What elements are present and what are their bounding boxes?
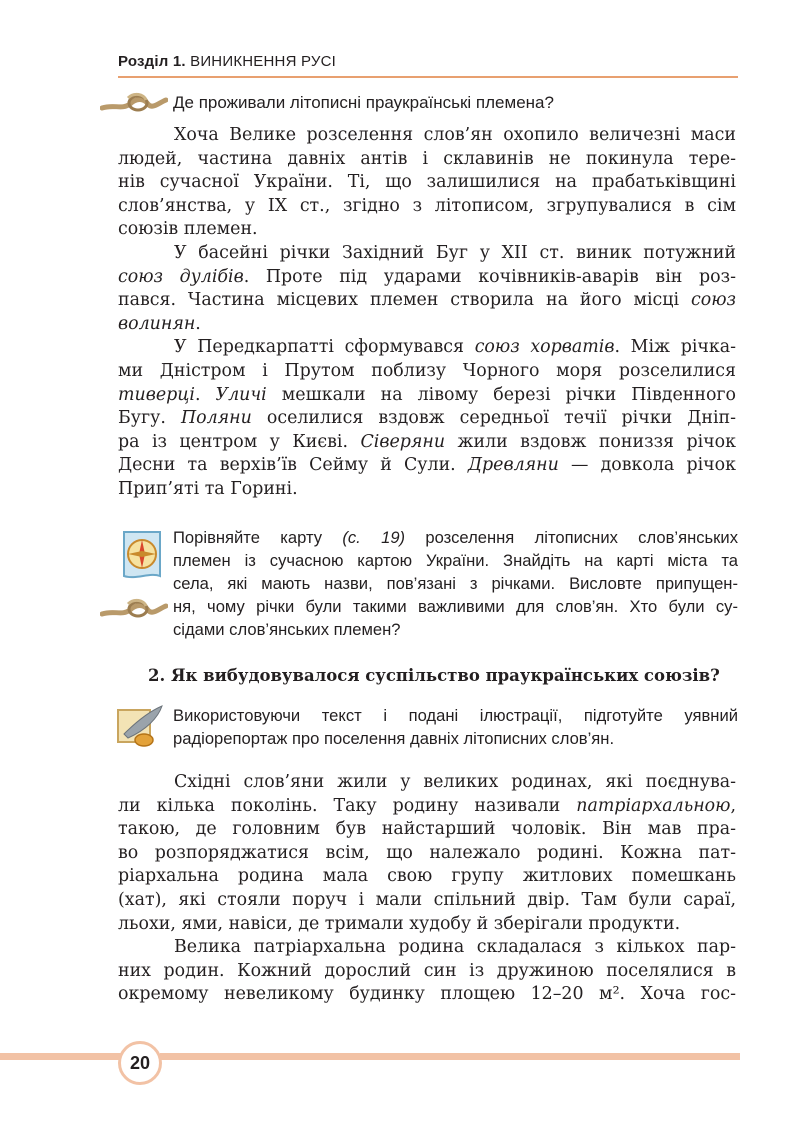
text-line: ли кілька поколінь. Таку родину називали патріархальною, [118, 795, 736, 816]
text-line: У Передкарпатті сформувався союз хорватів. Між річка- [174, 337, 737, 358]
text-line: Хоча Велике розселення слов’ян охопило величезні маси [174, 125, 736, 145]
paragraph [146, 771, 736, 795]
text-line: во розпоряджатися всім, що належало родині. Кожна пат- [118, 842, 736, 863]
text-line: села, які мають назви, пов’язані з річками. Висловте припущен- [173, 574, 738, 593]
text-block-1 [118, 124, 737, 502]
text-line: Використовуючи текст і подані ілюстрації, підготуйте уявний [173, 706, 738, 725]
text-line: ра із центром у Києві. Сіверяни жили вздовж пониззя річок [118, 431, 736, 452]
text-line: союзів племен. [118, 219, 258, 240]
paragraph [118, 266, 736, 337]
paragraph [146, 124, 736, 148]
text-block-2 [118, 771, 736, 1007]
text-line: союз дулібів. Проте під ударами кочівників-аварів він роз- [118, 266, 736, 287]
text-line: племен із сучасною картою України. Знайдіть на карті міста та [173, 551, 738, 570]
question-text: Де проживали літописні праукраїнські племена? [173, 93, 554, 112]
text-line: Велика патріархальна родина складалася з кількох пар- [174, 937, 736, 958]
question-row [100, 90, 740, 118]
paragraph [146, 242, 736, 266]
footer-bar [0, 1053, 122, 1060]
text-line: нів сучасної України. Ті, що залишилися на прабатьківщині [118, 172, 736, 193]
text-line: ріархальна родина мала свою групу житлових помешкань [118, 866, 736, 887]
section-title: ВИНИКНЕННЯ РУСІ [190, 53, 336, 70]
compass-map-icon [118, 528, 166, 582]
section-heading: 2. Як вибудовувалося суспільство праукраїнських союзів? [148, 666, 720, 685]
text-line: Бугу. Поляни оселилися вздовж середньої течії річки Дніп- [118, 408, 736, 429]
text-line: Східні слов’яни жили у великих родинах, які поєднува- [174, 772, 736, 792]
text-line: Десни та верхів’їв Сейму й Сули. Древляни — довкола річок [118, 455, 736, 476]
text-line: Порівняйте карту (с. 19) розселення літописних слов’янських [173, 528, 739, 547]
paragraph [118, 795, 736, 937]
quill-scroll-icon [114, 704, 166, 748]
text-line: ми Дністром і Прутом поблизу Чорного моря розселилися [118, 360, 736, 381]
paragraph [118, 148, 736, 242]
task-compare-map [100, 526, 740, 646]
text-line: льохи, ями, навіси, де тримали худобу й зберігали продукти. [118, 913, 681, 934]
rope-knot-icon [100, 90, 168, 118]
task-text [173, 704, 738, 750]
task-text [173, 526, 738, 641]
header-divider [118, 76, 738, 78]
paragraph [118, 360, 736, 502]
chapter-header [118, 53, 738, 70]
text-line: них родин. Кожний дорослий син із дружиною поселялися в [118, 960, 736, 981]
text-line: (хат), які стояли поруч і мали спільний двір. Там були сараї, [118, 889, 736, 910]
text-line: людей, частина давніх антів і склавинів не покинула тере- [118, 148, 736, 169]
text-line: такою, де головним був найстарший чоловік. Він мав пра- [118, 819, 736, 840]
section-label: Розділ 1. [118, 53, 186, 70]
page-number: 20 [118, 1041, 162, 1085]
text-line: У басейні річки Західний Буг у XII ст. виник потужний [174, 242, 736, 263]
text-line: ня, чому річки були такими важливими для слов’ян. Хто були су- [173, 597, 738, 616]
paragraph [118, 960, 736, 1007]
rope-knot-icon [100, 596, 168, 624]
text-line: слов’янства, у IX ст., згідно з літописом, згрупувалися в сім [118, 195, 736, 216]
text-line: радіорепортаж про поселення давніх літописних слов’ян. [173, 729, 615, 748]
footer-bar [160, 1053, 740, 1060]
text-line: волинян. [118, 313, 201, 334]
text-line: сідами слов’янських племен? [173, 620, 401, 639]
text-line: Прип’яті та Горині. [118, 478, 298, 499]
task-radio-report [100, 704, 740, 754]
paragraph [146, 336, 736, 360]
paragraph [146, 936, 736, 960]
text-line: окремому невеликому будинку площею 12–20 м². Хоча гос- [118, 984, 736, 1005]
text-line: пався. Частина місцевих племен створила на його місці союз [118, 290, 736, 311]
text-line: тиверці. Уличі мешкали на лівому березі річки Південного [118, 384, 736, 405]
